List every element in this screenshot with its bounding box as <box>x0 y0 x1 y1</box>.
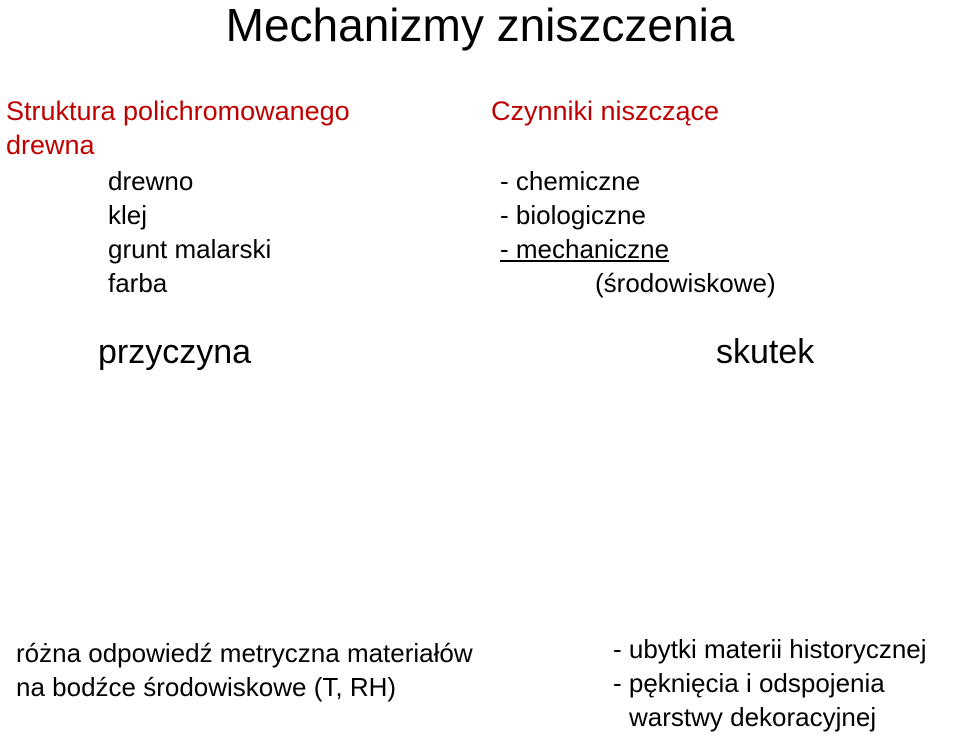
effect-item-cracks: - pęknięcia i odspojenia <box>613 668 885 698</box>
page-title: Mechanizmy zniszczenia <box>225 0 735 51</box>
structure-heading: Struktura polichromowanego drewna <box>6 96 350 160</box>
factor-item-mechanical: - mechaniczne <box>500 234 670 264</box>
factors-heading: Czynniki niszczące <box>491 96 720 126</box>
factor-note-environmental: (środowiskowe) <box>595 268 776 298</box>
response-line: różna odpowiedź metryczna materiałów <box>16 638 473 668</box>
cause-label: przyczyna <box>98 333 252 371</box>
layer-item-wood: drewno <box>108 166 194 196</box>
layer-list <box>108 164 271 300</box>
response-line: na bodźce środowiskowe (T, RH) <box>16 672 397 702</box>
layer-item-glue: klej <box>108 200 148 230</box>
factor-item-chemical: - chemiczne <box>500 166 641 196</box>
effect-item-loss: - ubytki materii historycznej <box>613 634 927 664</box>
effect-item-continuation: warstwy dekoracyjnej <box>629 702 877 732</box>
effects-list <box>613 632 927 734</box>
factors-list <box>500 164 669 266</box>
layer-item-ground: grunt malarski <box>108 234 272 264</box>
factor-item-biological: - biologiczne <box>500 200 646 230</box>
response-text <box>16 636 473 704</box>
effect-label: skutek <box>716 333 815 371</box>
layer-item-paint: farba <box>108 268 168 298</box>
